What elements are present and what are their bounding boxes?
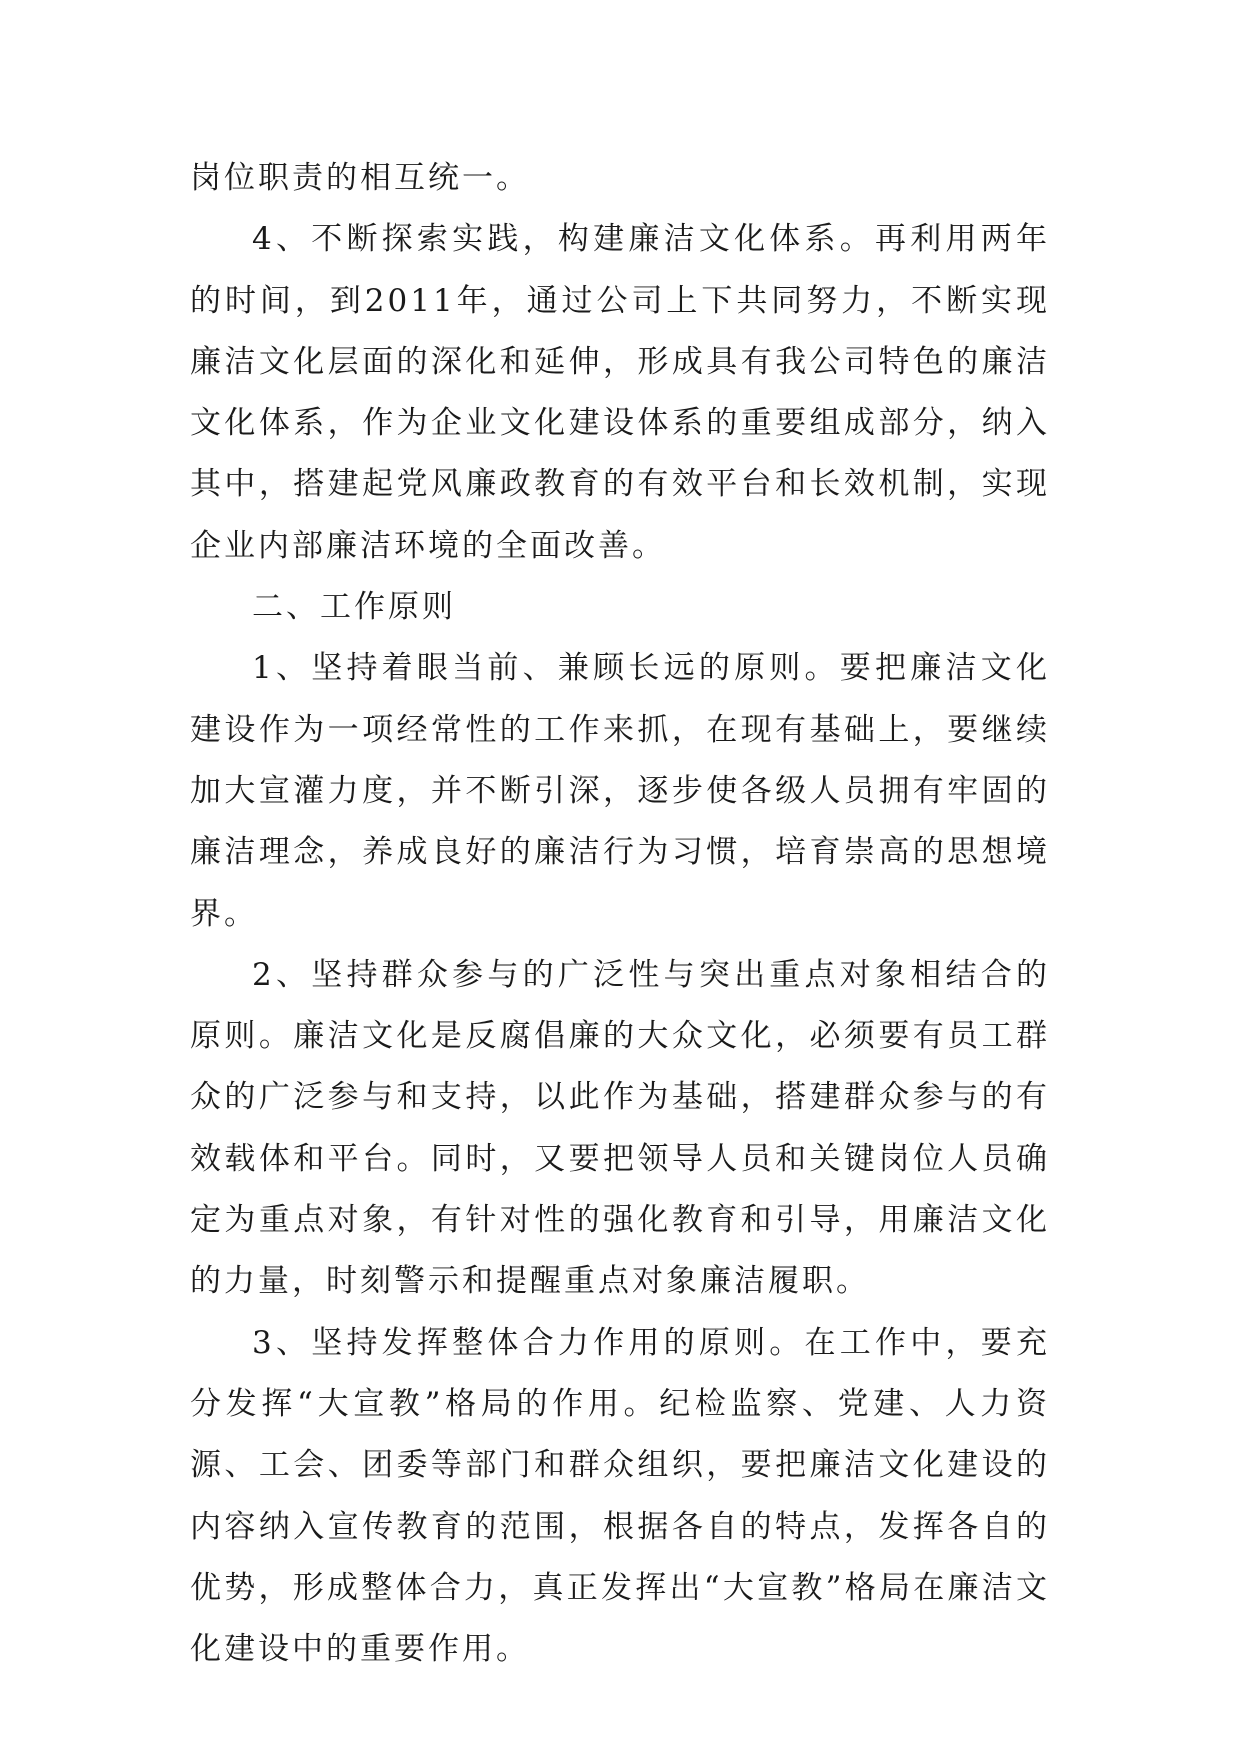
section-heading-work-principles: 二、工作原则 [252,589,456,626]
paragraph-principle-1: 1、坚持着眼当前、兼顾长远的原则。要把廉洁文化建设作为一项经常性的工作来抓，在现有基础上，要继续加大宣灌力度，并不断引深，逐步使各级人员拥有牢固的廉洁理念，养成良好的廉洁行为习惯，培育崇高的思想境界。 [190,650,1050,932]
paragraph-principle-3: 3、坚持发挥整体合力作用的原则。在工作中，要充分发挥“大宣教”格局的作用。纪检监察、党建、人力资源、工会、团委等部门和群众组织，要把廉洁文化建设的内容纳入宣传教育的范围，根据各自的特点，发挥各自的优势，形成整体合力，真正发挥出“大宣教”格局在廉洁文化建设中的重要作用。 [190,1324,1050,1668]
paragraph-item-4: 4、不断探索实践，构建廉洁文化体系。再利用两年的时间，到2011年，通过公司上下共同努力，不断实现廉洁文化层面的深化和延伸，形成具有我公司特色的廉洁文化体系，作为企业文化建设体系的重要组成部分，纳入其中，搭建起党风廉政教育的有效平台和长效机制，实现企业内部廉洁环境的全面改善。 [190,221,1050,564]
document-body [190,148,1050,1680]
paragraph-principle-2: 2、坚持群众参与的广泛性与突出重点对象相结合的原则。廉洁文化是反腐倡廉的大众文化，必须要有员工群众的广泛参与和支持，以此作为基础，搭建群众参与的有效载体和平台。同时，又要把领导人员和关键岗位人员确定为重点对象，有针对性的强化教育和引导，用廉洁文化的力量，时刻警示和提醒重点对象廉洁履职。 [190,956,1050,1300]
paragraph-continuation: 岗位职责的相互统一。 [190,160,530,196]
